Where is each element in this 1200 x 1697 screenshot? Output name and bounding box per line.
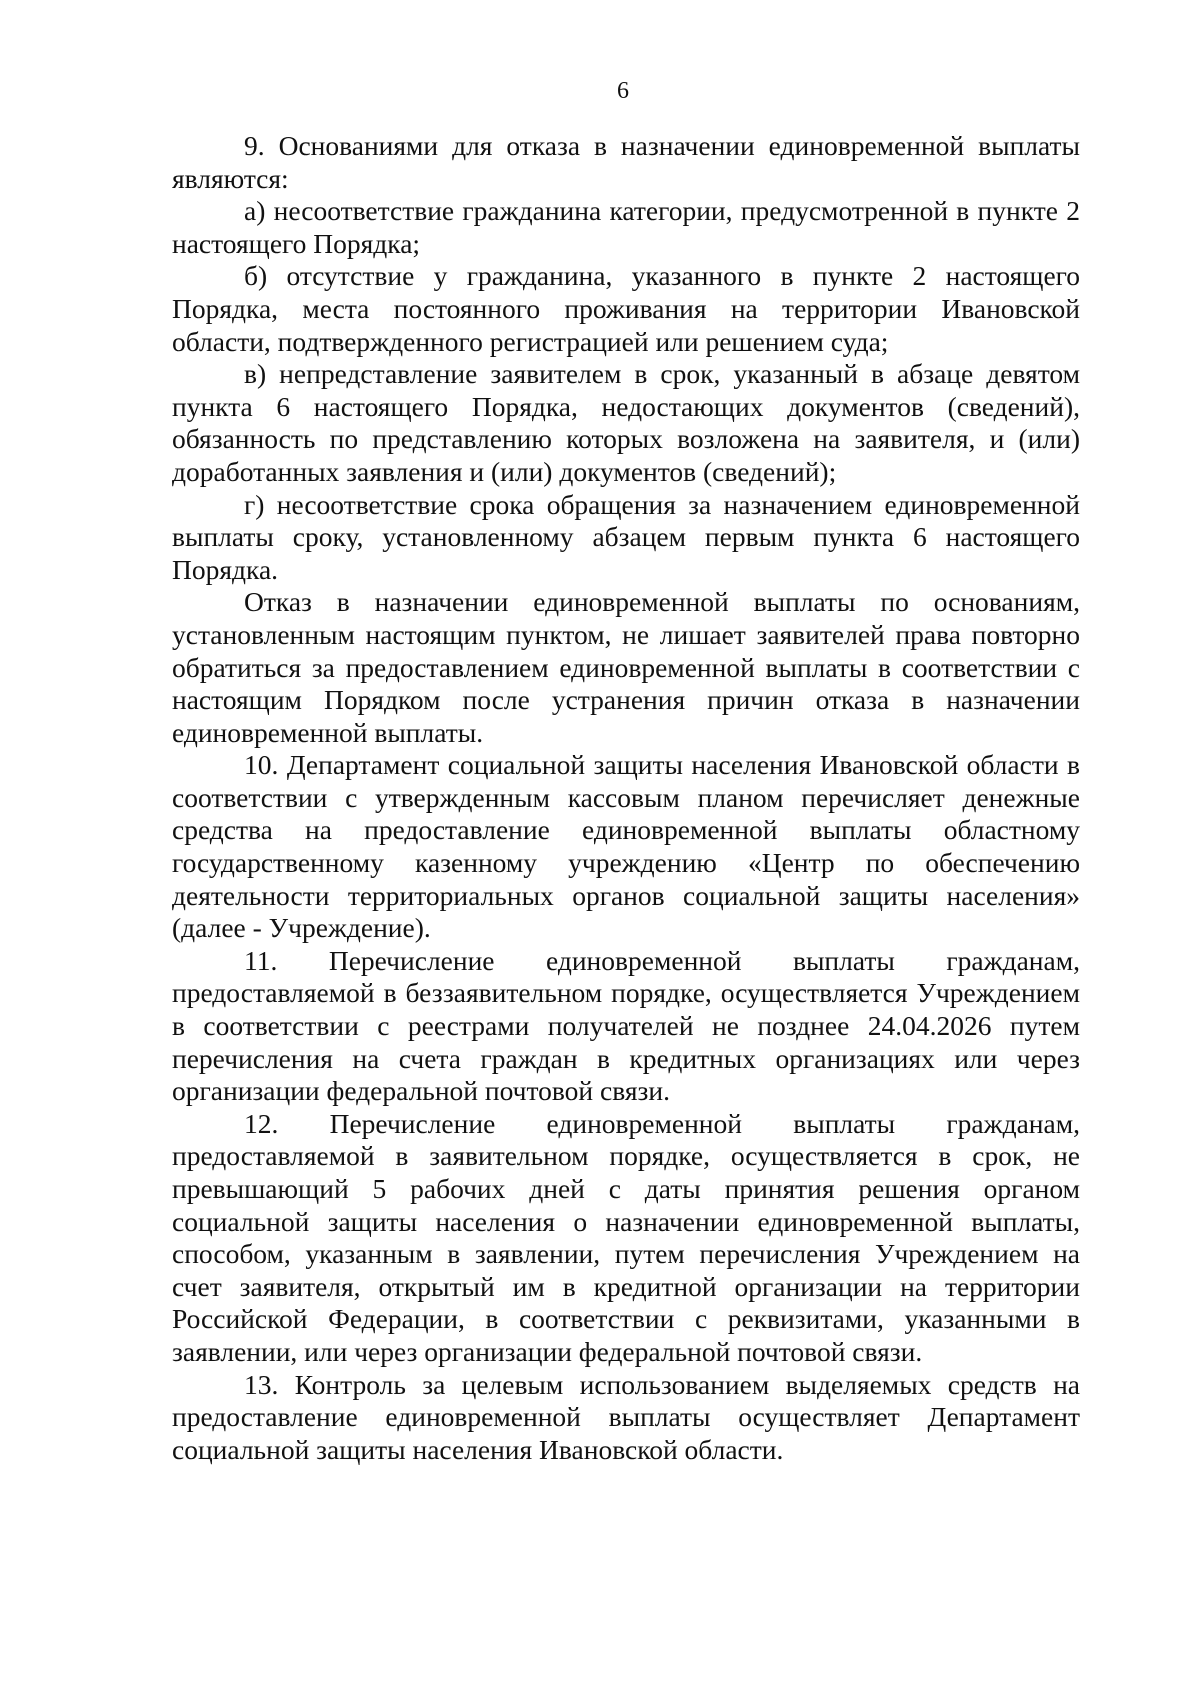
paragraph-13: 13. Контроль за целевым использованием выделяемых средств на предоставление единовременной выплаты осуществляет Департамент социальной защиты населения Ивановской области. [172,1368,1080,1465]
paragraph-9g: г) несоответствие срока обращения за назначением единовременной выплаты сроку, установленному абзацем первым пункта 6 настоящего Порядка. [172,488,1080,585]
document-body [172,130,1080,1466]
page-number: 6 [617,78,629,104]
paragraph-9b: б) отсутствие у гражданина, указанного в пункте 2 настоящего Порядка, места постоянного проживания на территории Ивановской области, подтвержденного регистрацией или решением суда; [172,260,1080,357]
paragraph-11: 11. Перечисление единовременной выплаты гражданам, предоставляемой в беззаявительном порядке, осуществляется Учреждением в соответствии с реестрами получателей не позднее 24.04.2026 путем перечисления на счета граждан в кредитных организациях или через организации федеральной почтовой связи. [172,944,1080,1107]
paragraph-9v: в) непредставление заявителем в срок, указанный в абзаце девятом пункта 6 настоящего Порядка, недостающих документов (сведений), обязанность по представлению которых возложена на заявителя, и (или) доработанных заявления и (или) документов (сведений); [172,358,1080,487]
paragraph-10: 10. Департамент социальной защиты населения Ивановской области в соответствии с утвержденным кассовым планом перечисляет денежные средства на предоставление единовременной выплаты областному государственному казенному учреждению «Центр по обеспечению деятельности территориальных органов социальной защиты населения» (далее - Учреждение). [172,749,1080,944]
paragraph-9-refusal: Отказ в назначении единовременной выплаты по основаниям, установленным настоящим пунктом, не лишает заявителей права повторно обратиться за предоставлением единовременной выплаты в соответствии с настоящим Порядком после устранения причин отказа в назначении единовременной выплаты. [172,586,1080,748]
paragraph-9: 9. Основаниями для отказа в назначении единовременной выплаты являются: [172,130,1080,194]
paragraph-9a: а) несоответствие гражданина категории, предусмотренной в пункте 2 настоящего Порядка; [172,195,1080,259]
paragraph-12: 12. Перечисление единовременной выплаты гражданам, предоставляемой в заявительном порядке, осуществляется в срок, не превышающий 5 рабочих дней с даты принятия решения органом социальной защиты населения о назначении единовременной выплаты, способом, указанным в заявлении, путем перечисления Учреждением на счет заявителя, открытый им в кредитной организации на территории Российской Федерации, в соответствии с реквизитами, указанными в заявлении, или через организации федеральной почтовой связи. [172,1107,1080,1367]
